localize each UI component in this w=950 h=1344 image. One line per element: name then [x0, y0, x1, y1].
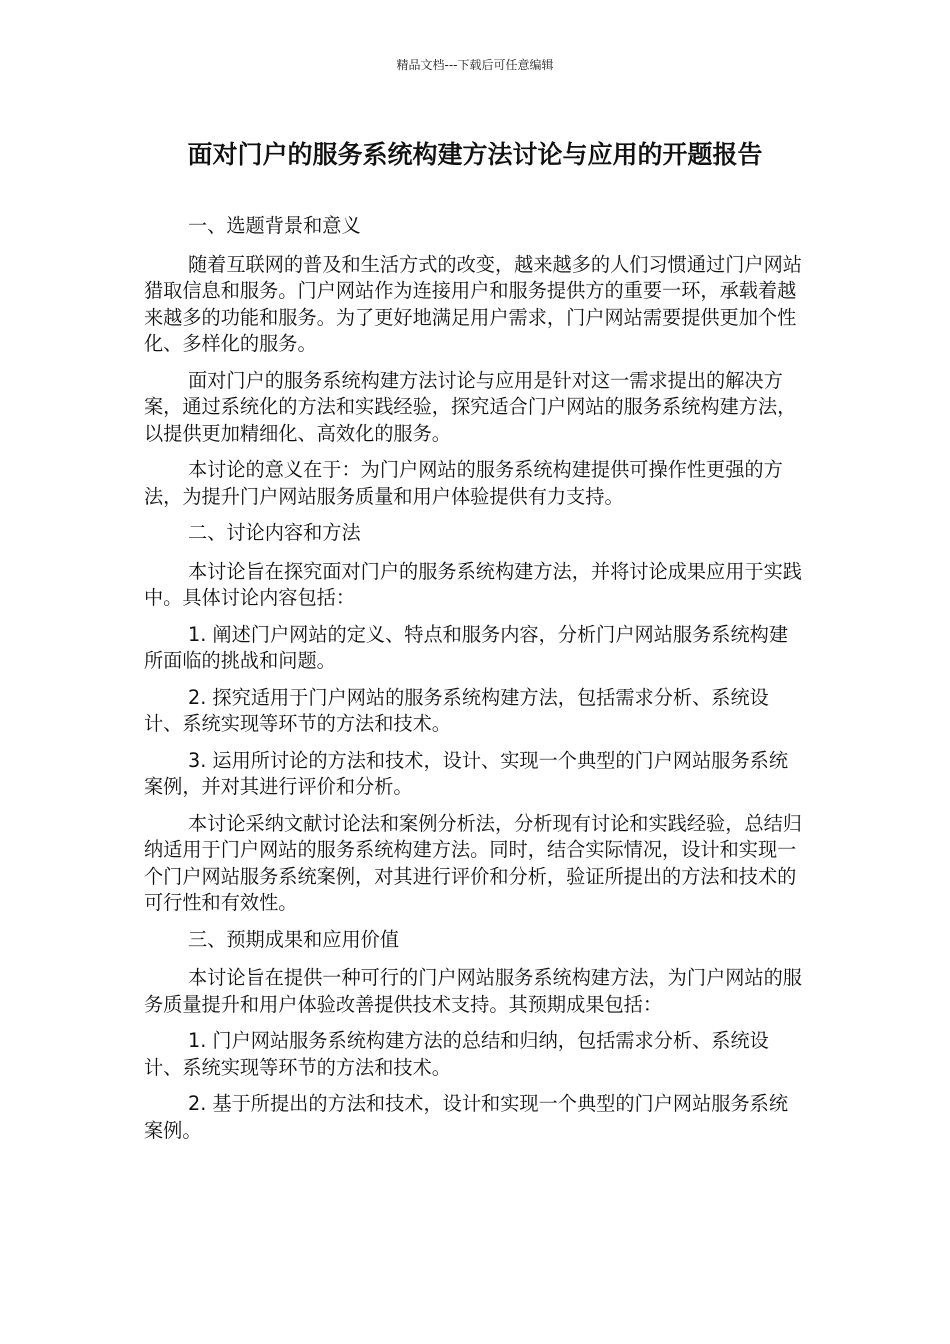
document-body	[144, 213, 804, 1154]
paragraph-significance: 本讨论的意义在于：为门户网站的服务系统构建提供可操作性更强的方法，为提升门户网站服务质量和用户体验提供有力支持。	[144, 458, 783, 508]
list-item-content-1: 1. 阐述门户网站的定义、特点和服务内容，分析门户网站服务系统构建所面临的挑战和问题。	[144, 622, 789, 672]
paragraph-method: 本讨论采纳文献讨论法和案例分析法，分析现有讨论和实践经验，总结归纳适用于门户网站的服务系统构建方法。同时，结合实际情况，设计和实现一个门户网站服务系统案例，对其进行评价和分析，验证所提出的方法和技术的可行性和有效性。	[144, 811, 802, 914]
paragraph-background-1: 随着互联网的普及和生活方式的改变，越来越多的人们习惯通过门户网站猎取信息和服务。门户网站作为连接用户和服务提供方的重要一环，承载着越来越多的功能和服务。为了更好地满足用户需求，门户网站需要提供更加个性化、多样化的服务。	[144, 252, 802, 355]
document-title: 面对门户的服务系统构建方法讨论与应用的开题报告	[187, 140, 763, 169]
list-item-content-2: 2. 探究适用于门户网站的服务系统构建方法，包括需求分析、系统设计、系统实现等环节的方法和技术。	[144, 685, 769, 735]
list-item-outcome-1: 1. 门户网站服务系统构建方法的总结和归纳，包括需求分析、系统设计、系统实现等环节的方法和技术。	[144, 1029, 769, 1079]
paragraph-background-2: 面对门户的服务系统构建方法讨论与应用是针对这一需求提出的解决方案，通过系统化的方法和实践经验，探究适合门户网站的服务系统构建方法，以提供更加精细化、高效化的服务。	[144, 368, 797, 445]
list-item-content-3: 3. 运用所讨论的方法和技术，设计、实现一个典型的门户网站服务系统案例，并对其进行评价和分析。	[144, 748, 789, 798]
paragraph-content-intro: 本讨论旨在探究面对门户的服务系统构建方法，并将讨论成果应用于实践中。具体讨论内容包括：	[144, 559, 802, 609]
list-item-outcome-2: 2. 基于所提出的方法和技术，设计和实现一个典型的门户网站服务系统案例。	[144, 1092, 789, 1142]
section-heading-content-method: 二、讨论内容和方法	[188, 521, 361, 544]
paragraph-outcomes-intro: 本讨论旨在提供一种可行的门户网站服务系统构建方法，为门户网站的服务质量提升和用户体验改善提供技术支持。其预期成果包括：	[144, 966, 802, 1016]
page-header: 精品文档---下载后可任意编辑	[396, 58, 554, 72]
section-heading-outcomes: 三、预期成果和应用价值	[188, 927, 400, 951]
section-heading-background: 一、选题背景和意义	[188, 214, 361, 237]
